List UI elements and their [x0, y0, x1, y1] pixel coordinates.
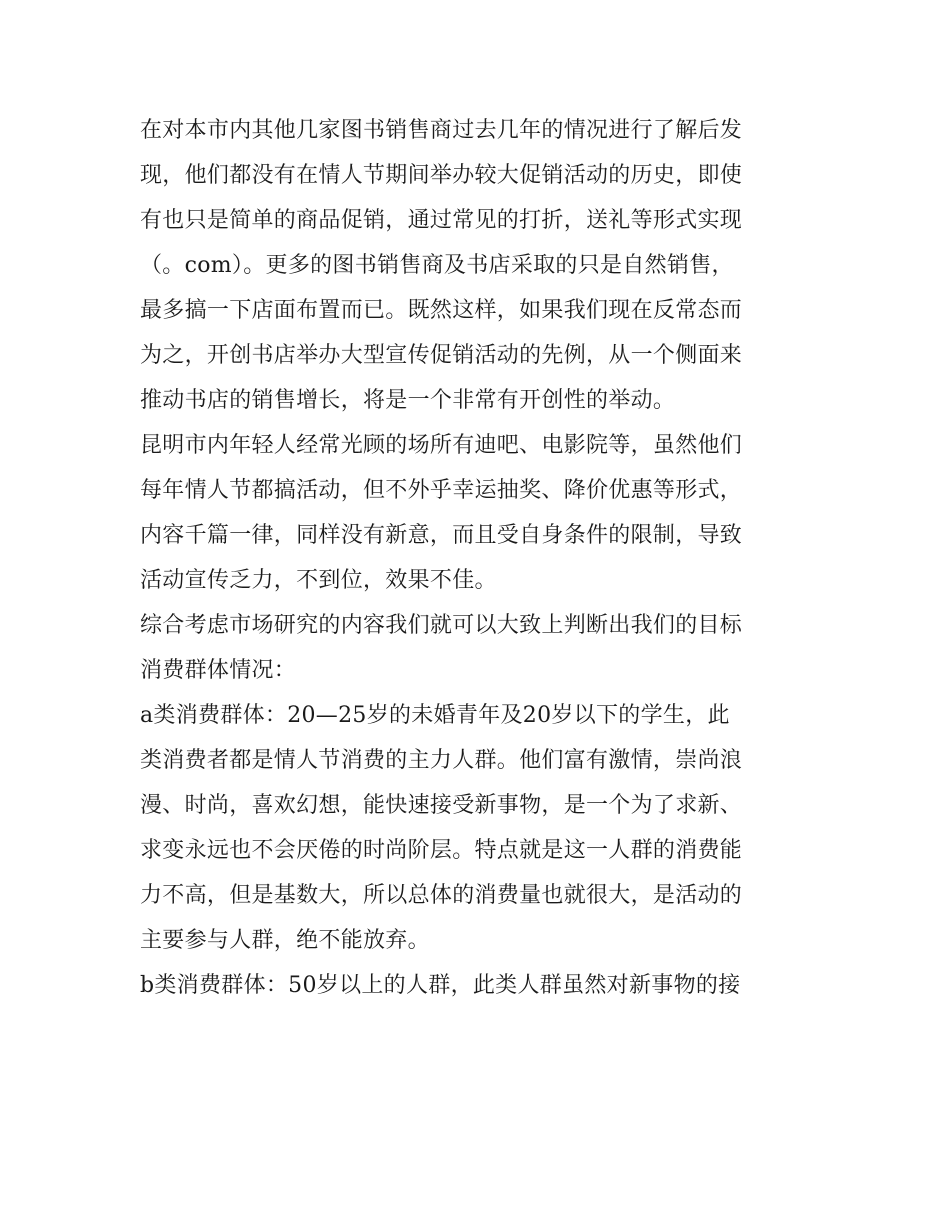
text-line: b类消费群体：50岁以上的人群，此类人群虽然对新事物的接 [140, 973, 741, 998]
text-line: （。com）。更多的图书销售商及书店采取的只是自然销售， [140, 253, 734, 278]
text-line: 综合考虑市场研究的内容我们就可以大致上判断出我们的目标 [140, 613, 743, 638]
text-line: 每年情人节都搞活动，但不外乎幸运抽奖、降价优惠等形式， [140, 478, 743, 503]
text-line: 漫、时尚，喜欢幻想，能快速接受新事物，是一个为了求新、 [140, 793, 743, 818]
text-line: 力不高，但是基数大，所以总体的消费量也就很大，是活动的 [140, 883, 743, 908]
text-line: 活动宣传乏力，不到位，效果不佳。 [140, 568, 497, 593]
text-line: 现，他们都没有在情人节期间举办较大促销活动的历史，即使 [140, 163, 743, 188]
text-line: 有也只是简单的商品促销，通过常见的打折，送礼等形式实现 [140, 208, 743, 233]
text-line: 内容千篇一律，同样没有新意，而且受自身条件的限制，导致 [140, 523, 743, 548]
text-line: 类消费者都是情人节消费的主力人群。他们富有激情，崇尚浪 [140, 748, 743, 773]
text-line: 主要参与人群，绝不能放弃。 [140, 928, 430, 953]
text-line: 推动书店的销售增长，将是一个非常有开创性的举动。 [140, 388, 676, 413]
text-line: a类消费群体：20—25岁的未婚青年及20岁以下的学生，此 [140, 703, 730, 728]
text-line: 为之，开创书店举办大型宣传促销活动的先例，从一个侧面来 [140, 343, 743, 368]
text-line: 昆明市内年轻人经常光顾的场所有迪吧、电影院等，虽然他们 [140, 433, 743, 458]
paragraph-target-summary [140, 603, 812, 693]
text-line: 最多搞一下店面布置而已。既然这样，如果我们现在反常态而 [140, 298, 743, 323]
paragraph-venue-analysis [140, 423, 812, 603]
text-line: 在对本市内其他几家图书销售商过去几年的情况进行了解后发 [140, 118, 743, 143]
text-line: 求变永远也不会厌倦的时尚阶层。特点就是这一人群的消费能 [140, 838, 743, 863]
document-body [140, 108, 812, 1008]
paragraph-competitor-analysis [140, 108, 812, 423]
paragraph-group-a [140, 693, 812, 963]
paragraph-group-b [140, 963, 812, 1008]
text-line: 消费群体情况： [140, 658, 297, 683]
